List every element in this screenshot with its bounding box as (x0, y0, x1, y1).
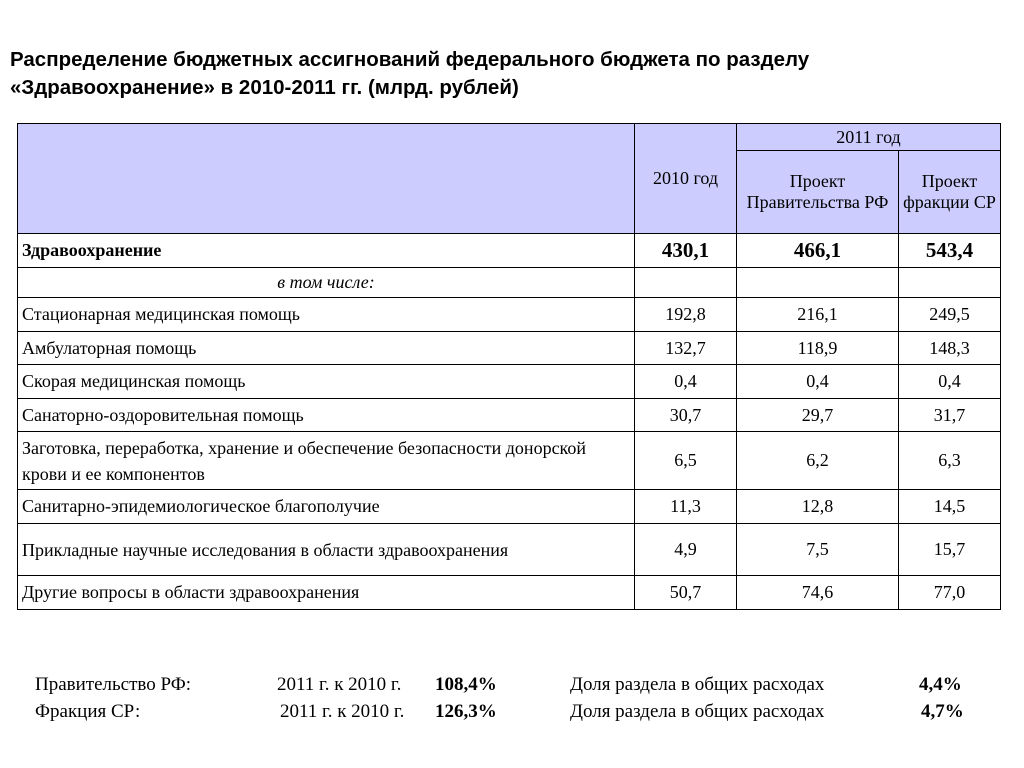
row-2010: 192,8 (635, 298, 737, 332)
page-title (10, 46, 1010, 102)
table-row (18, 524, 1001, 576)
row-2010: 4,9 (635, 524, 737, 576)
row-2010: 11,3 (635, 490, 737, 524)
row-sr: 15,7 (899, 524, 1001, 576)
footer-sr-ratio-text: 2011 г. к 2010 г. (280, 701, 405, 722)
footer-gov-share-value: 4,4% (919, 674, 962, 695)
header-row-1 (18, 124, 1001, 151)
footer-sr-share-text: Доля раздела в общих расходах (570, 701, 825, 722)
empty-cell (899, 268, 1001, 298)
row-sr: 249,5 (899, 298, 1001, 332)
row-gov: 216,1 (737, 298, 899, 332)
title-line-2: «Здравоохранение» в 2010-2011 гг. (млрд. рублей) (10, 76, 519, 99)
footer-gov-label: Правительство РФ: (35, 674, 192, 695)
row-gov: 74,6 (737, 576, 899, 610)
row-gov: 6,2 (737, 432, 899, 490)
row-2010: 50,7 (635, 576, 737, 610)
row-2010: 30,7 (635, 399, 737, 432)
row-sr: 148,3 (899, 332, 1001, 365)
footer-sr-ratio-value: 126,3% (435, 701, 497, 722)
header-gov-project: Проект Правительства РФ (737, 151, 899, 234)
row-2010: 6,5 (635, 432, 737, 490)
title-line-1: Распределение бюджетных ассигнований федерального бюджета по разделу (10, 48, 810, 71)
row-sr: 0,4 (899, 365, 1001, 399)
row-sr: 6,3 (899, 432, 1001, 490)
header-2010: 2010 год (635, 124, 737, 234)
subheader-row (18, 268, 1001, 298)
row-gov: 0,4 (737, 365, 899, 399)
row-2010: 132,7 (635, 332, 737, 365)
empty-cell (737, 268, 899, 298)
row-name: Санитарно-эпидемиологическое благополучие (18, 490, 635, 524)
footer-sr-label: Фракция СР: (35, 701, 141, 722)
row-gov: 118,9 (737, 332, 899, 365)
total-row (18, 234, 1001, 268)
summary-footer (35, 671, 995, 725)
footer-gov-share-text: Доля раздела в общих расходах (570, 674, 825, 695)
header-empty-cell (18, 124, 635, 234)
row-2010: 0,4 (635, 365, 737, 399)
total-sr: 543,4 (899, 234, 1001, 268)
row-gov: 12,8 (737, 490, 899, 524)
footer-row-gov (35, 671, 995, 698)
table-row (18, 298, 1001, 332)
row-name: Заготовка, переработка, хранение и обеспечение безопасности донорской крови и ее компонентов (18, 432, 635, 490)
row-sr: 77,0 (899, 576, 1001, 610)
row-gov: 29,7 (737, 399, 899, 432)
row-name: Санаторно-оздоровительная помощь (18, 399, 635, 432)
footer-row-sr (35, 698, 995, 725)
table-row (18, 432, 1001, 490)
table-row (18, 576, 1001, 610)
header-sr-project: Проект фракции СР (899, 151, 1001, 234)
row-name: Скорая медицинская помощь (18, 365, 635, 399)
subheader-label: в том числе: (18, 268, 635, 298)
table-row (18, 332, 1001, 365)
row-sr: 14,5 (899, 490, 1001, 524)
row-name: Другие вопросы в области здравоохранения (18, 576, 635, 610)
table-row (18, 399, 1001, 432)
footer-sr-share-value: 4,7% (921, 701, 964, 722)
total-gov: 466,1 (737, 234, 899, 268)
header-2011-group: 2011 год (737, 124, 1001, 151)
empty-cell (635, 268, 737, 298)
footer-gov-ratio-text: 2011 г. к 2010 г. (277, 674, 402, 695)
row-name: Стационарная медицинская помощь (18, 298, 635, 332)
footer-gov-ratio-value: 108,4% (435, 674, 497, 695)
total-2010: 430,1 (635, 234, 737, 268)
table-row (18, 490, 1001, 524)
budget-table (17, 123, 1001, 610)
row-gov: 7,5 (737, 524, 899, 576)
table-row (18, 365, 1001, 399)
total-name: Здравоохранение (18, 234, 635, 268)
row-sr: 31,7 (899, 399, 1001, 432)
row-name: Прикладные научные исследования в области здравоохранения (18, 524, 635, 576)
row-name: Амбулаторная помощь (18, 332, 635, 365)
